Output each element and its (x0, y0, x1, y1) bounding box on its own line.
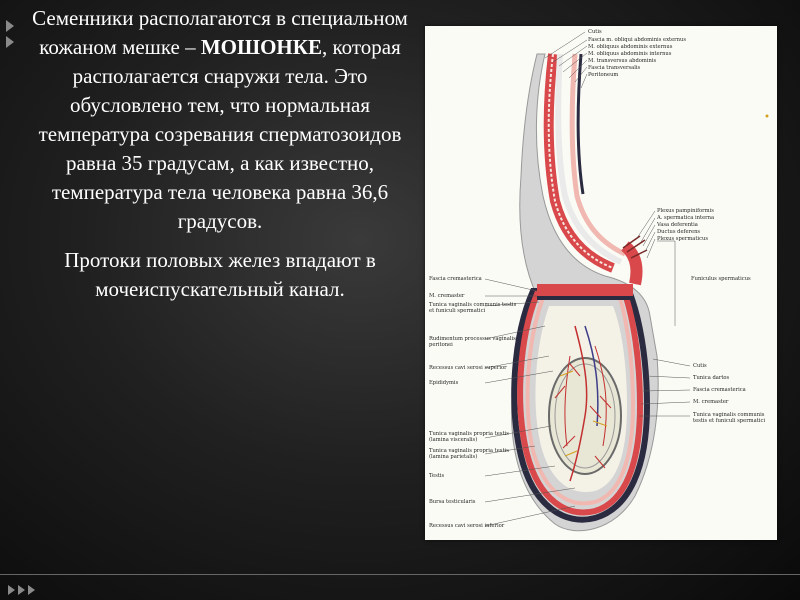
label-tunica-vaginalis-communis-right: Tunica vaginalis communis (693, 412, 765, 418)
label-lamina-parietalis-note: (lamina parietalis) (429, 454, 478, 460)
label-fascia-cremasterica-right: Fascia cremasterica (693, 387, 746, 393)
decorative-arrows-bottom (8, 582, 38, 600)
paragraph-scrotum-part1: Семенники располагаются в специальном кожаном мешке – (32, 6, 408, 59)
label-tunica-dartos: Tunica dartos (693, 375, 730, 381)
scrotum-cross-section-illustration (425, 26, 777, 540)
label-testis: Testis (429, 473, 445, 479)
label-rudimentum: Rudimentum processus vaginalis (429, 336, 516, 342)
label-a-spermatica: A. spermatica interna (657, 215, 715, 221)
label-recessus-inferior: Recessus cavi serosi inferior (429, 523, 505, 529)
label-ductus-deferens: Ductus deferens (657, 229, 701, 235)
label-lamina-visceralis-note: (lamina visceralis) (429, 437, 478, 443)
paragraph-scrotum-part2: , которая располагается снаружи тела. Это обусловлено тем, что нормальная температура созревания сперматозоидов равна 35 градусам, а как известно, температура тела человека равна 36,6 градусов. (38, 35, 402, 233)
label-testis-funiculi-right: testis et funiculi spermatici (693, 418, 766, 424)
label-cutis-right: Cutis (693, 363, 707, 369)
decorative-arrows-top (6, 20, 20, 52)
label-lamina-visceralis: Tunica vaginalis propria testis (429, 431, 509, 437)
label-plexus-spermaticus: Plexus spermaticus (657, 236, 708, 242)
paragraph-ducts: Протоки половых желез впадают в мочеиспускательный канал. (64, 248, 376, 301)
label-plexus-pampiniformis: Plexus pampiniformis (657, 208, 714, 214)
label-m-cremaster-left: M. cremaster (429, 293, 465, 299)
label-cutis-top: Cutis (588, 29, 602, 35)
label-obliquus-externus: M. obliquus abdominis externus (588, 44, 673, 50)
label-fascia-transversalis: Fascia transversalis (588, 65, 641, 71)
footer-divider (0, 574, 800, 575)
scrotum-term: МОШОНКЕ (200, 35, 322, 59)
label-fascia-cremasterica-left: Fascia cremasterica (429, 276, 482, 282)
label-recessus-superior: Recessus cavi serosi superior (429, 365, 507, 371)
label-lamina-parietalis: Tunica vaginalis propria testis (429, 448, 509, 454)
label-tunica-vaginalis-communis-left: Tunica vaginalis communis testis (429, 302, 517, 308)
label-transversus: M. transversus abdominis (588, 58, 657, 64)
label-peritoneum: Peritoneum (588, 72, 619, 78)
label-funiculi-left: et funiculi spermatici (429, 308, 486, 314)
label-vasa-deferentia: Vasa deferentia (657, 222, 698, 228)
label-epididymis: Epididymis (429, 380, 459, 386)
label-bursa-testicularis: Bursa testicularis (429, 499, 476, 505)
label-funiculus-spermaticus: Funiculus spermaticus (691, 276, 751, 282)
label-peritonei: peritonei (429, 342, 453, 348)
anatomical-figure (425, 26, 777, 540)
slide-text (24, 4, 416, 314)
paragraph-scrotum (24, 4, 416, 236)
label-m-cremaster-right: M. cremaster (693, 399, 729, 405)
label-obliquus-internus: M. obliquus abdominis internus (588, 51, 672, 57)
label-fascia-obliqui: Fascia m. obliqui abdominis externus (588, 37, 686, 43)
